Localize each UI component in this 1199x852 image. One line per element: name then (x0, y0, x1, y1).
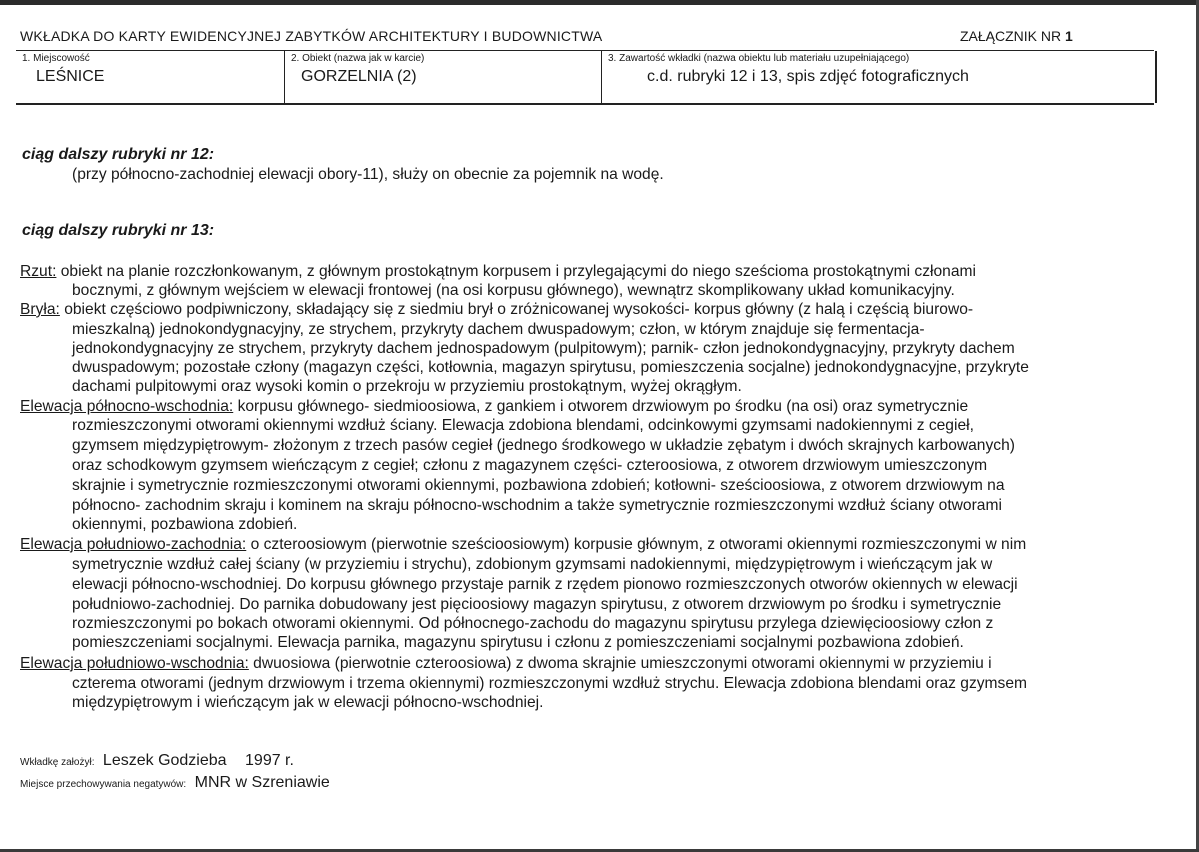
elew-pn-wsch-line-1 (20, 398, 968, 416)
elew-pd-zach-line-4: południowo-zachodniej. Do parnika dobudowany jest pięcioosiowy magazyn spirytusu, z otworem drzwiowym po środku i symetrycznie (72, 596, 1002, 613)
rzut-line-1 (20, 263, 976, 281)
field-object-label: 2. Obiekt (nazwa jak w karcie) (291, 53, 425, 64)
annex-label-text: ZAŁĄCZNIK NR (960, 28, 1062, 44)
storage-label: Miejsce przechowywania negatywów: (20, 779, 187, 790)
annex-number: 1 (1065, 28, 1073, 44)
field-contents-label: 3. Zawartość wkładki (nazwa obiektu lub materiału uzupełniającego) (608, 53, 910, 64)
elew-pd-wsch-text-1: dwuosiowa (pierwotnie czteroosiowa) z dwoma skrajnie umieszczonymi otworami okiennymi w przyziemiu i (248, 655, 992, 672)
elew-pd-zach-text-1: o czteroosiowym (pierwotnie sześcioosiowym) korpusie głównym, z otworami okiennymi rozmieszczonymi w nim (246, 536, 1027, 553)
elew-pn-wsch-line-7: okiennymi, pozbawiona zdobień. (72, 516, 298, 533)
elew-pn-wsch-line-6: północno- zachodnim skraju i kominem na skraju północno-wschodnim a także symetrycznie rozmieszczonymi wzdłuż ściany otworami (72, 497, 1002, 514)
elew-pn-wsch-label: Elewacja północno-wschodnia: (20, 398, 234, 415)
elew-pd-wsch-line-2: czterema otworami (jednym drzwiowym i trzema okiennymi) rozmieszczonymi wzdłuż strychu. Elewacja zdobiona blendami oraz gzymsem (72, 675, 1027, 692)
field-contents-value: c.d. rubryki 12 i 13, spis zdjęć fotograficznych (647, 68, 969, 85)
footer-storage (20, 774, 330, 792)
rzut-label: Rzut: (20, 263, 57, 280)
bryla-line-4: dwuspadowym; pozostałe człony (magazyn części, kotłownia, magazyn spirytusu, pomieszczenia socjalne) jednokondygnacyjne, przykryte (72, 359, 1029, 376)
author-year: 1997 r. (245, 752, 294, 769)
scan-edge-top (0, 0, 1199, 5)
annex-label (960, 28, 1073, 44)
section13-heading: ciąg dalszy rubryki nr 13: (22, 222, 215, 239)
field-locality-label: 1. Miejscowość (22, 53, 90, 64)
elew-pd-zach-line-6: pomieszczeniami socjalnymi. Elewacja parnika, magazynu spirytusu i członu z pomieszczeniami socjalnymi pozbawiona zdobień. (72, 634, 964, 651)
elew-pd-wsch-label: Elewacja południowo-wschodnia: (20, 655, 249, 672)
bryla-line-2: mieszkalną) jednokondygnacyjny, ze strychem, przykryty dachem dwuspadowym; człon, w którym znajduje się fermentacja- (72, 321, 925, 338)
bryla-line-3: jednokondygnacyjny ze strychem, przykryty dachem jednospadowym (pulpitowym); parnik- człon jednokondygnacyjny, przykryty dachem (72, 340, 1015, 357)
elew-pd-zach-label: Elewacja południowo-zachodnia: (20, 536, 247, 553)
elew-pd-wsch-line-3: międzypiętrowym i wieńczącym jak w elewacji północno-wschodniej. (72, 694, 544, 711)
bryla-label: Bryła: (20, 301, 60, 318)
author-name: Leszek Godzieba (102, 752, 227, 769)
document-title: WKŁADKA DO KARTY EWIDENCYJNEJ ZABYTKÓW ARCHITEKTURY I BUDOWNICTWA (20, 28, 603, 44)
header-fields (16, 50, 1154, 105)
elew-pd-zach-line-2: symetrycznie wzdłuż całej ściany (w przyziemiu i strychu), zdobionym gzymsami nadokiennymi, międzypiętrowym i wieńczącym jak w (72, 556, 993, 573)
field-locality (16, 51, 283, 103)
field-object (284, 51, 601, 103)
elew-pd-zach-line-3: elewacji północno-wschodniej. Do korpusu głównego przystaje parnik z rzędem pionowo rozmieszczonych otworów okiennych w elewacji (72, 576, 1018, 593)
elew-pn-wsch-text-1: korpusu głównego- siedmioosiowa, z gankiem i otworem drzwiowym po środku (na osi) oraz symetrycznie (233, 398, 969, 415)
elew-pn-wsch-line-3: gzymsem międzypiętrowym- złożonym z trzech pasów cegieł (jednego środkowego w układzie zębatym i dwóch skrajnych karbowanych) (72, 437, 1015, 454)
field-locality-value: LEŚNICE (36, 68, 105, 85)
elew-pd-wsch-line-1 (20, 655, 992, 673)
bryla-line-1 (20, 301, 973, 319)
elew-pd-zach-line-1 (20, 536, 1026, 554)
footer-author (20, 752, 294, 770)
elew-pd-zach-line-5: rozmieszczonymi po bokach otworami okiennymi. Od północnego-zachodu do magazynu spirytusu przylega dziewięcioosiowy człon z (72, 615, 994, 632)
field-object-value: GORZELNIA (2) (301, 68, 417, 85)
bryla-line-5: dachami pulpitowymi oraz wysoki komin o przekroju w przyziemiu prostokątnym, wyżej okrągłym. (72, 378, 742, 395)
rzut-text-1: obiekt na planie rozczłonkowanym, z głównym prostokątnym korpusem i przylegającymi do niego sześcioma prostokątnymi członami (56, 263, 976, 280)
field-contents (601, 51, 1157, 103)
elew-pn-wsch-line-4: oraz schodkowym gzymsem wieńczącym z cegieł; członu z magazynem części- czteroosiowa, z otworem drzwiowym umieszczonym (72, 457, 988, 474)
elew-pn-wsch-line-2: rozmieszczonymi otworami okiennymi wzdłuż ściany. Elewacja zdobiona blendami, odcinkowymi gzymsami nadokiennymi z cegieł, (72, 417, 974, 434)
elew-pn-wsch-line-5: skrajnie i symetrycznie rozmieszczonymi otworami okiennymi, pozbawiona zdobień; kotłowni- sześcioosiowa, z otworem drzwiowym na (72, 477, 1005, 494)
section12-heading: ciąg dalszy rubryki nr 12: (22, 146, 215, 163)
storage-value: MNR w Szreniawie (194, 774, 330, 791)
section12-text: (przy północno-zachodniej elewacji obory-11), służy on obecnie za pojemnik na wodę. (72, 166, 664, 183)
bryla-text-1: obiekt częściowo podpiwniczony, składający się z siedmiu brył o zróżnicowanej wysokości- korpus główny (z halą i częścią biurowo- (59, 301, 974, 318)
author-label: Wkładkę założył: (20, 757, 95, 768)
rzut-line-2: bocznymi, z głównym wejściem w elewacji frontowej (na osi korpusu głównego), wewnątrz skomplikowany układ komunikacyjny. (72, 282, 955, 299)
